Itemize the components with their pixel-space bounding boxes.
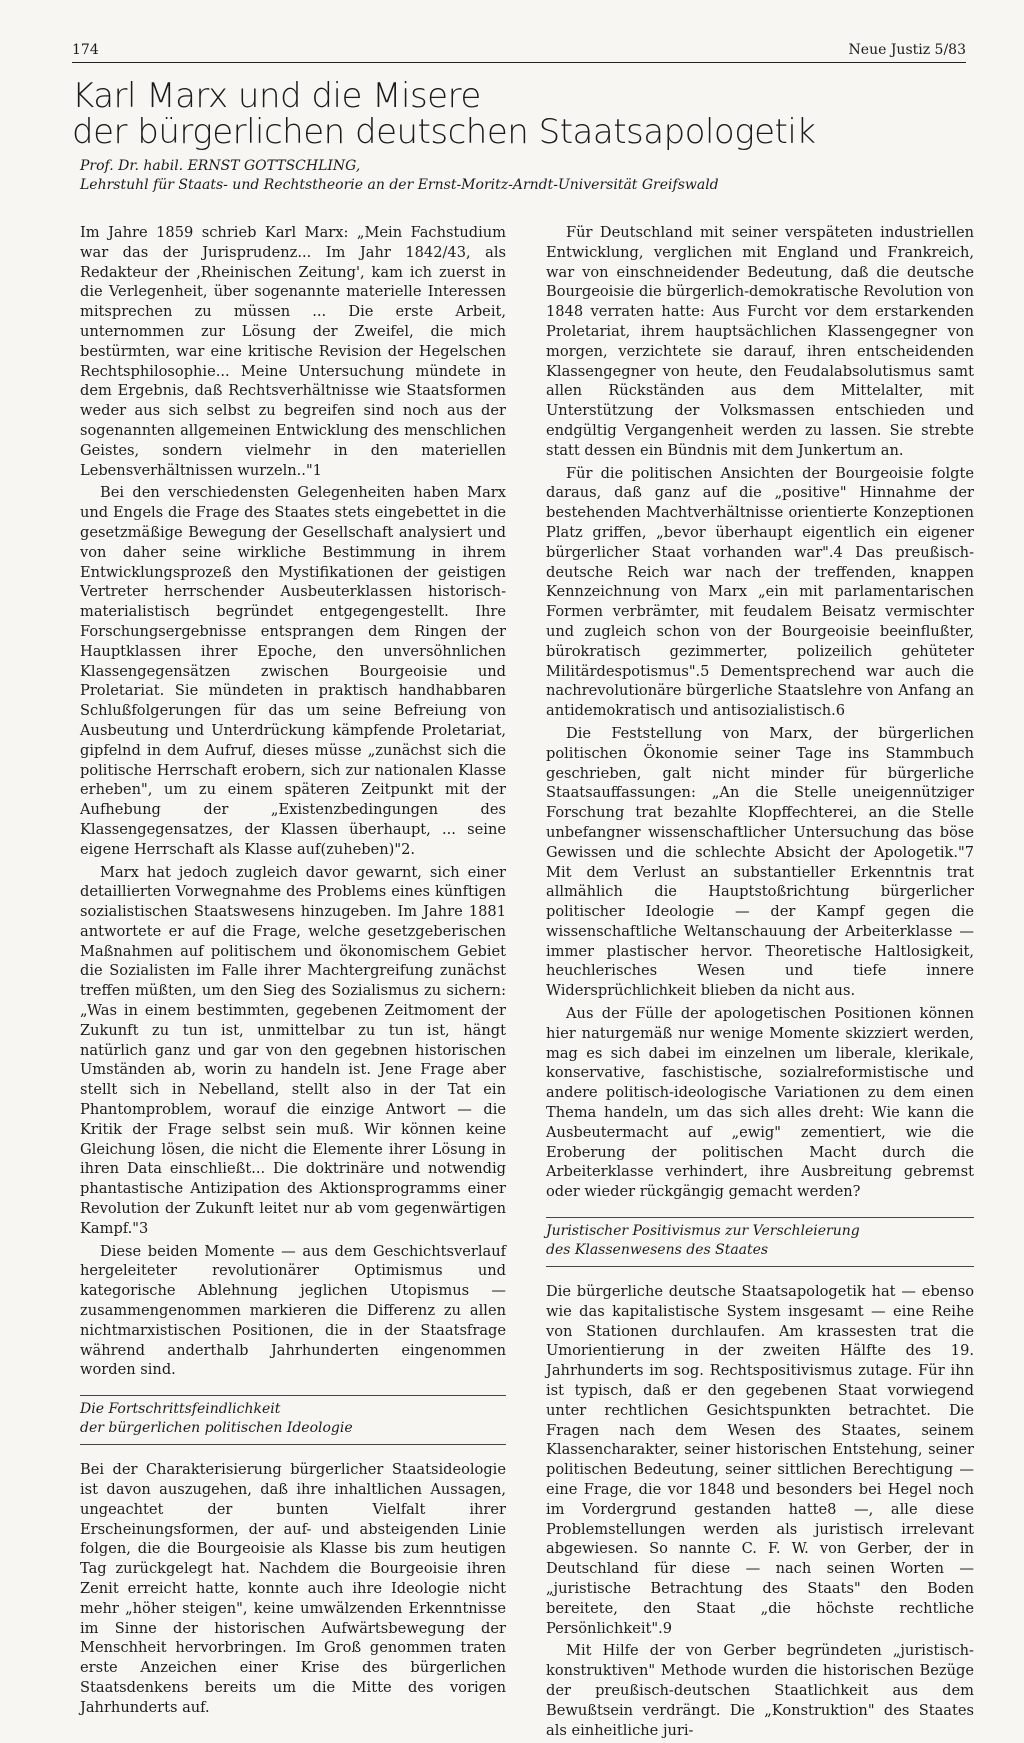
paragraph: Die Feststellung von Marx, der bürgerlichen politischen Ökonomie seiner Tage ins Stammbuch geschrieben, galt nicht minder für bürgerliche Staatsauffassungen: „An die Stelle uneigennütziger Forschung trat bezahlte Klopffechterei, an die Stelle unbefangner wissenschaftlicher Untersuchung das böse Gewissen und die schlechte Absicht der Apologetik."7 Mit dem Verlust an substantieller Erkenntnis trat allmählich die Hauptstoßrichtung bürgerlicher politischer Ideologie — der Kampf gegen die wissenschaftliche Weltanschauung der Arbeiterklasse — immer plastischer hervor. Theoretische Haltlosigkeit, heuchlerisches Wesen und tiefe innere Widersprüchlichkeit blieben da nicht aus. [546,724,974,1000]
article-title [72,78,972,150]
left-column [80,223,506,1721]
subheading-line-2: der bürgerlichen politischen Ideologie [80,1420,353,1437]
paragraph: Marx hat jedoch zugleich davor gewarnt, sich einer detaillierten Vorwegnahme des Problems eines künftigen sozialistischen Staatswesens hinzugeben. Im Jahre 1881 antwortete er auf die Frage, welche gesetzgeberischen Maßnahmen auf politischem und ökonomischem Gebiet die Sozialisten im Falle ihrer Machtergreifung zunächst treffen müßten, um den Sieg des Sozialismus zu sichern: „Was in einem bestimmten, gegebenen Zeitmoment der Zukunft zu tun ist, unmittelbar zu tun ist, hängt natürlich ganz und gar von den gegebnen historischen Umständen ab, worin zu handeln ist. Jene Frage aber stellt sich in Nebelland, stellt also in der Tat ein Phantomproblem, worauf die einzige Antwort — die Kritik der Frage selbst sein muß. Wir können keine Gleichung lösen, die nicht die Elemente ihrer Lösung in ihren Data einschließt... Die doktrinäre und notwendig phantastische Antizipation des Aktionsprogramms einer Revolution der Zukunft leitet nur ab vom gegenwärtigen Kampf."3 [80,863,506,1237]
paragraph: Mit Hilfe der von Gerber begründeten „juristisch-konstruktiven" Methode wurden die historischen Bezüge der preußisch-deutschen Staatlichkeit aus dem Bewußtsein verdrängt. Die „Konstruktion" des Staates als einheitliche juri- [546,1642,974,1739]
running-header [72,42,966,63]
paragraph: Diese beiden Momente — aus dem Geschichtsverlauf hergeleiteter revolutionärer Optimismus und kategorische Ablehnung jeglichen Utopismus — zusammengenommen markieren die Differenz zu allen nichtmarxistischen Positionen, die in der Staatsfrage während anderthalb Jahrhunderten eingenommen worden sind. [80,1242,506,1379]
journal-issue: Neue Justiz 5/83 [848,42,966,58]
paragraph: Im Jahre 1859 schrieb Karl Marx: „Mein Fachstudium war das der Jurisprudenz... Im Jahr 1842/43, als Redakteur der ‚Rheinischen Zeitung', kam ich zuerst in die Verlegenheit, über sogenannte materielle Interessen mitsprechen zu müssen ... Die erste Arbeit, unternommen zur Lösung der Zweifel, die mich bestürmten, war eine kritische Revision der Hegelschen Rechtsphilosophie... Meine Untersuchung mündete in dem Ergebnis, daß Rechtsverhältnisse wie Staatsformen weder aus sich selbst zu begreifen sind noch aus der sogenannten allgemeinen Entwicklung des menschlichen Geistes, sondern vielmehr in den materiellen Lebensverhältnissen wurzeln.."1 [80,224,506,479]
title-line-1: Karl Marx und die Misere [72,76,481,116]
paragraph: Für Deutschland mit seiner verspäteten industriellen Entwicklung, verglichen mit England und Frankreich, war von einschneidender Bedeutung, daß die deutsche Bourgeoisie die bürgerlich-demokratische Revolution von 1848 verraten hatte: Aus Furcht vor dem erstarkenden Proletariat, ihrem hauptsächlichen Klassengegner von morgen, verzichtete sie darauf, ihren entscheidenden Klassengegner von heute, den Feudalabsolutismus samt allen Rückständen aus dem Mittelalter, mit Unterstützung der Volksmassen entschieden und endgültig Vergangenheit werden zu lassen. Sie strebte statt dessen ein Bündnis mit dem Junkertum an. [546,224,974,459]
subheading-line-1: Juristischer Positivismus zur Verschleierung [546,1223,860,1240]
right-column [546,223,974,1743]
subheading-line-1: Die Fortschrittsfeindlichkeit [80,1401,281,1418]
title-line-2: der bürgerlichen deutschen Staatsapologetik [72,112,816,152]
author-name: Prof. Dr. habil. ERNST GOTTSCHLING, [80,158,361,174]
author-affiliation: Lehrstuhl für Staats- und Rechtstheorie an der Ernst-Moritz-Arndt-Universität Greifswald [80,177,719,193]
paragraph: Für die politischen Ansichten der Bourgeoisie folgte daraus, daß ganz auf die „positive" Hinnahme der bestehenden Machtverhältnisse orientierte Konzeptionen Platz griffen, „bevor überhaupt eigentlich ein eigener bürgerlicher Staat vorhanden war".4 Das preußisch-deutsche Reich war nach der treffenden, knappen Kennzeichnung von Marx „ein mit parlamentarischen Formen verbrämter, mit feudalem Beisatz vermischter und zugleich schon von der Bourgeoisie beeinflußter, bürokratisch gezimmerter, polizeilich gehüteter Militärdespotismus".5 Dementsprechend war auch die nachrevolutionäre bürgerliche Staatslehre von Anfang an antidemokratisch und antisozialistisch.6 [546,464,974,720]
section-subheading [546,1217,974,1267]
paragraph: Bei der Charakterisierung bürgerlicher Staatsideologie ist davon auszugehen, daß ihre inhaltlichen Aussagen, ungeachtet der bunten Vielfalt ihrer Erscheinungsformen, der auf- und absteigenden Linie folgen, die die Bourgeoisie als Klasse bis zum heutigen Tag zurückgelegt hat. Nachdem die Bourgeoisie ihren Zenit erreicht hatte, konnte auch ihre Ideologie nicht mehr „höher steigen", keine umwälzenden Erkenntnisse im Sinne der historischen Aufwärtsbewegung der Menschheit hervorbringen. Im Groß genommen traten erste Anzeichen einer Krise des bürgerlichen Staatsdenkens bereits um die Mitte des vorigen Jahrhunderts auf. [80,1461,506,1716]
subheading-line-2: des Klassenwesens des Staates [546,1242,769,1259]
page-number: 174 [72,42,99,58]
paragraph: Bei den verschiedensten Gelegenheiten haben Marx und Engels die Frage des Staates stets eingebettet in die gesetzmäßige Bewegung der Gesellschaft analysiert und von daher seine wirkliche Bestimmung in ihrem Entwicklungsprozeß den Mystifikationen der geistigen Vertreter herrschender Ausbeuterklassen historisch-materialistisch begründet entgegengestellt. Ihre Forschungsergebnisse entsprangen dem Ringen der Hauptklassen ihrer Epoche, den unversöhnlichen Klassengegensätzen zwischen Bourgeoisie und Proletariat. Sie mündeten in praktisch handhabbaren Schlußfolgerungen für das um seine Befreiung von Ausbeutung und Unterdrückung kämpfende Proletariat, gipfelnd in dem Aufruf, dieses müsse „zunächst sich die politische Herrschaft erobern, sich zur nationalen Klasse erheben", um zu einem späteren Zeitpunkt mit der Aufhebung der „Existenzbedingungen des Klassengegensatzes, der Klassen überhaupt, ... seine eigene Herrschaft als Klasse auf(zuheben)"2. [80,484,506,858]
section-subheading [80,1395,506,1445]
paragraph: Die bürgerliche deutsche Staatsapologetik hat — ebenso wie das kapitalistische System insgesamt — eine Reihe von Stationen durchlaufen. Am krassesten trat die Umorientierung in der zweiten Hälfte des 19. Jahrhunderts im sog. Rechtspositivismus zutage. Für ihn ist typisch, daß er den gegebenen Staat vorwiegend unter rechtlichen Gesichtspunkten betrachtet. Die Fragen nach dem Wesen des Staates, seinem Klassencharakter, seiner historischen Entstehung, seiner politischen Bedeutung, seiner sittlichen Berechtigung — eine Frage, die vor 1848 und besonders bei Hegel noch im Vordergrund gestanden hatte8 —, alle diese Problemstellungen werden als juristisch irrelevant abgewiesen. So nannte C. F. W. von Gerber, der in Deutschland für diese — nach seinen Worten — „juristische Betrachtung des Staats" den Boden bereitete, den Staat „die höchste rechtliche Persönlichkeit".9 [546,1283,974,1637]
paragraph: Aus der Fülle der apologetischen Positionen können hier naturgemäß nur wenige Momente skizziert werden, mag es sich dabei im einzelnen um liberale, klerikale, konservative, faschistische, sozialreformistische und andere politisch-ideologische Variationen zu dem einen Thema handeln, um das sich alles dreht: Wie kann die Ausbeutermacht auf „ewig" zementiert, wie die Eroberung der politischen Macht durch die Arbeiterklasse verhindert, ihre Ausbreitung gebremst oder wieder rückgängig gemacht werden? [546,1005,974,1201]
author-block [80,157,980,195]
